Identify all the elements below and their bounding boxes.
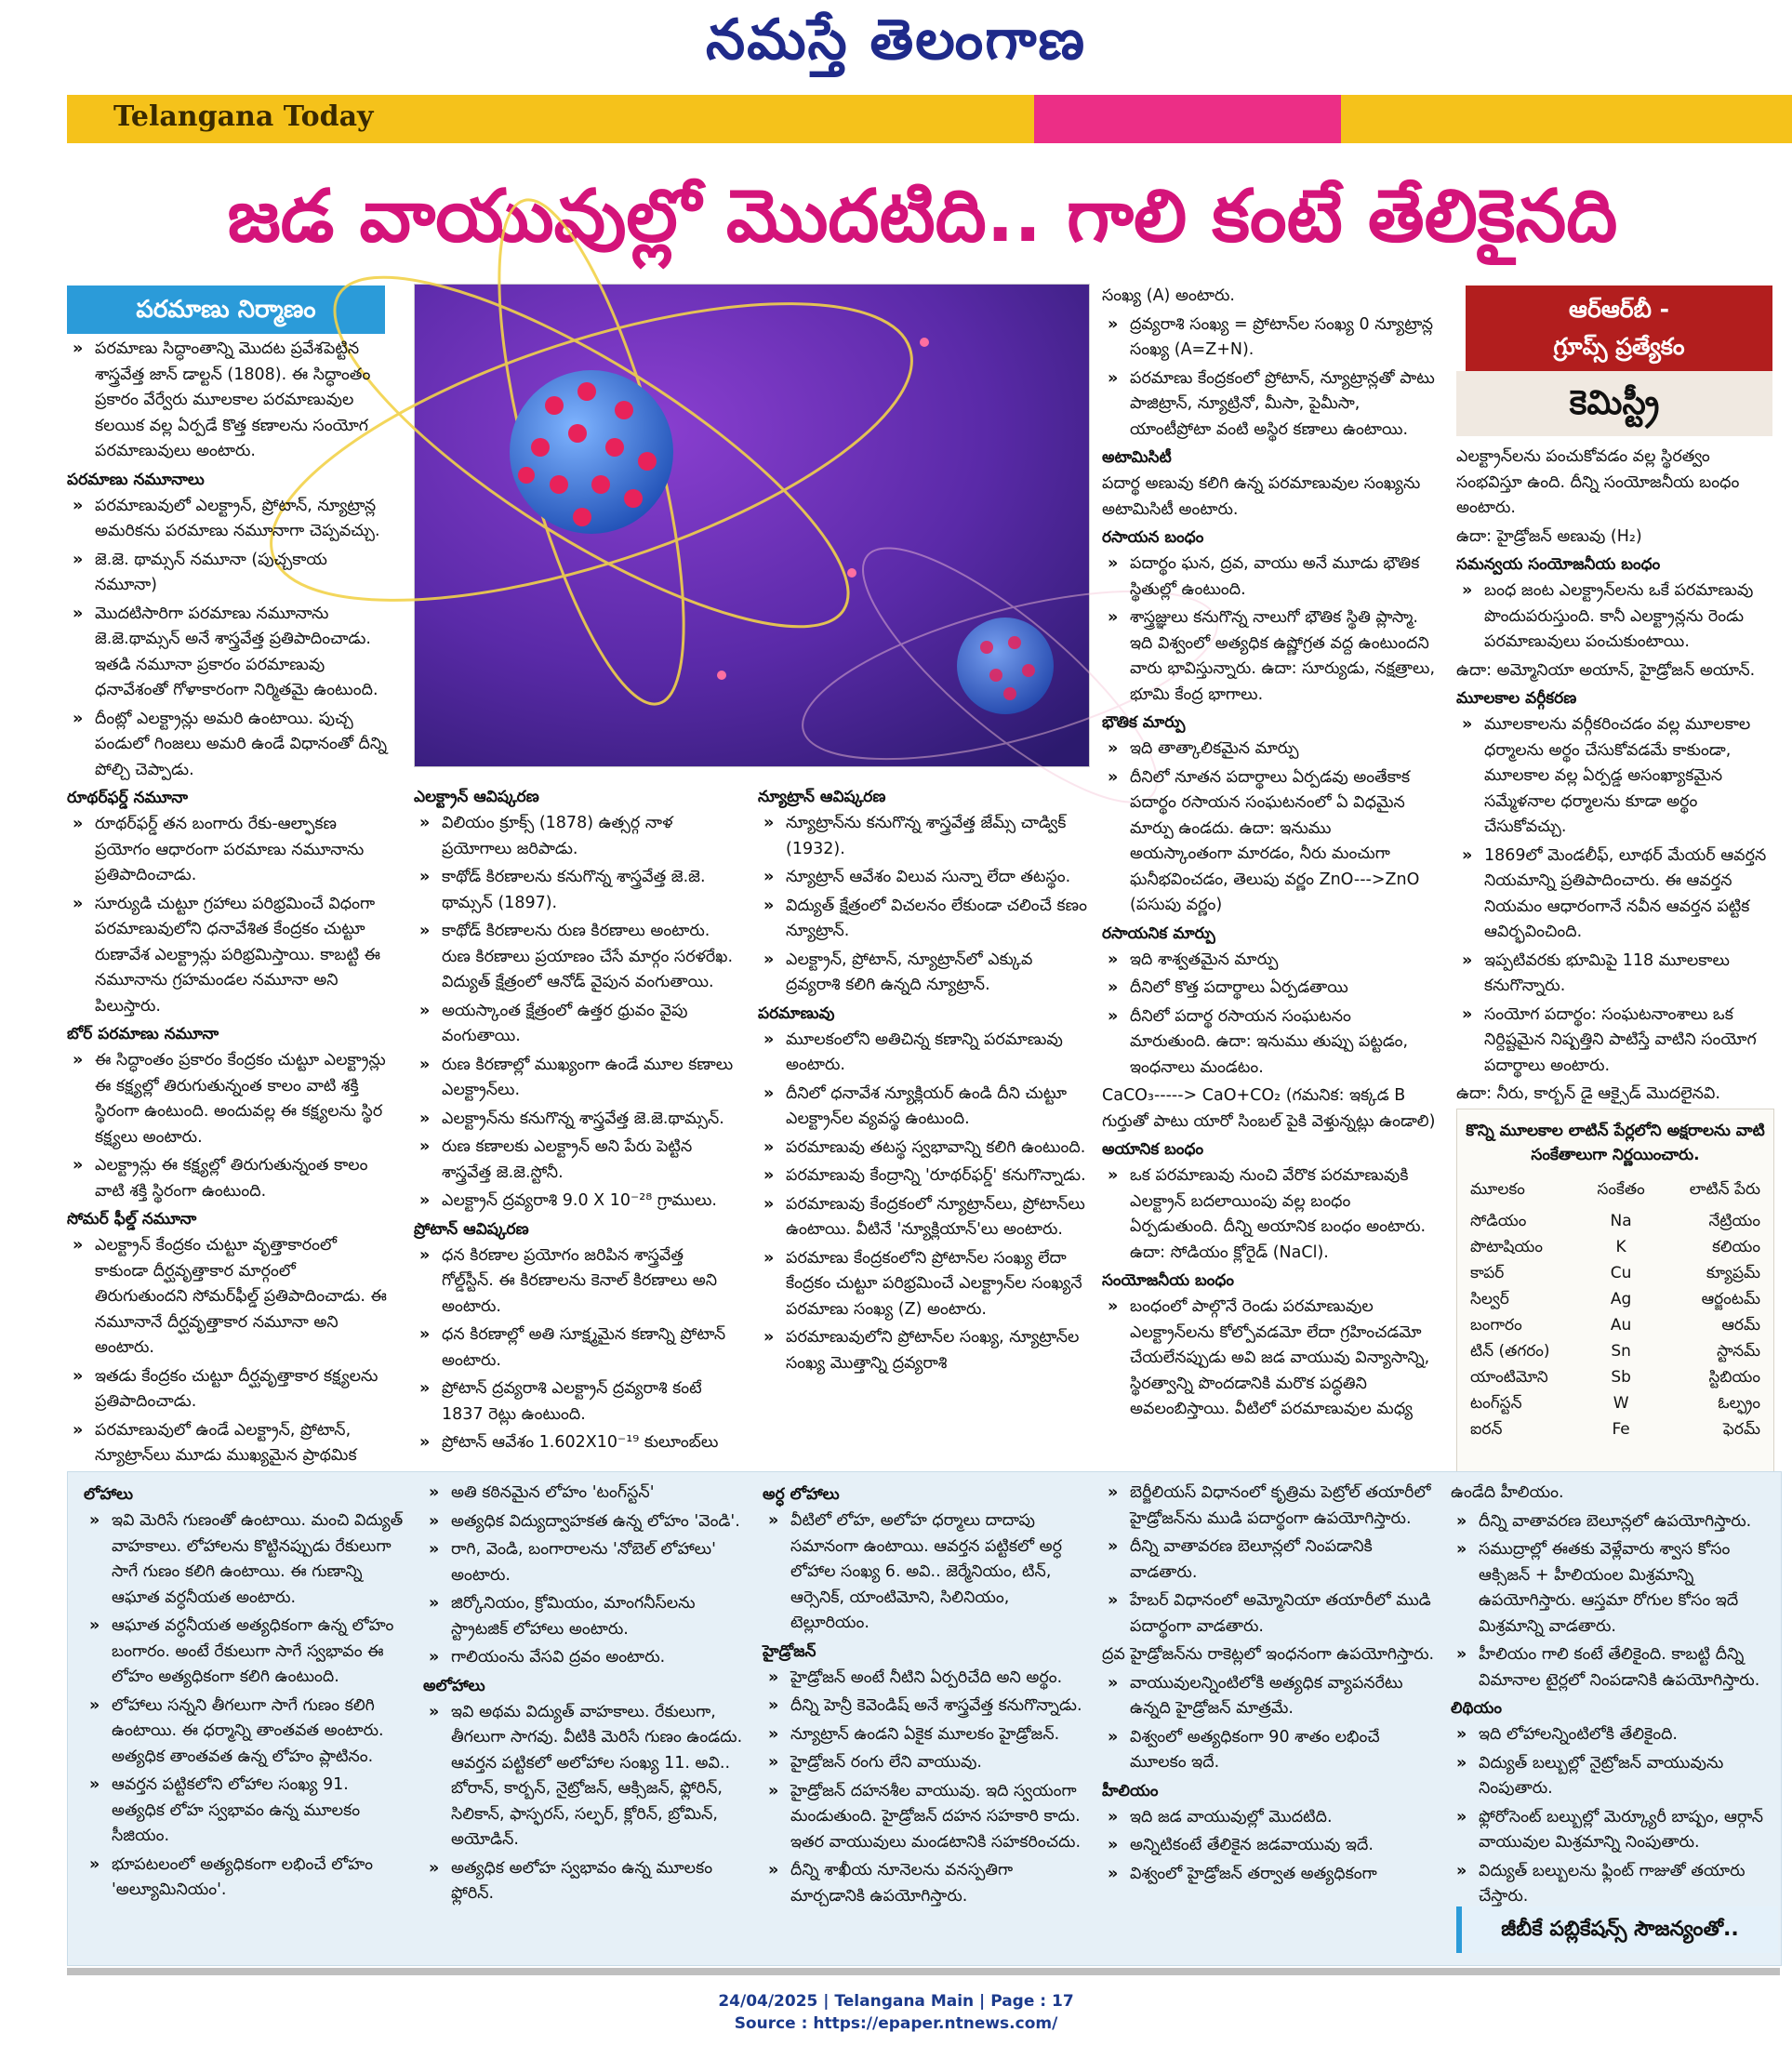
column-header: సంకేతం bbox=[1597, 1180, 1645, 1199]
rrb-line2: గ్రూప్స్ ప్రత్యేకం bbox=[1553, 333, 1685, 360]
bullet-item: » దీన్ని శాఖీయ నూనెలను వనస్పతిగా మార్చడానికి ఉపయోగిస్తారు. bbox=[763, 1858, 1083, 1909]
table-row bbox=[1457, 1208, 1773, 1234]
subheading: అయానిక బంధం bbox=[1102, 1140, 1204, 1159]
bullet-item: » జిర్కోనియం, క్రోమియం, మాంగనీస్‌లను స్ట్రాటజిక్ లోహాలు అంటారు. bbox=[423, 1591, 744, 1642]
column-classification bbox=[1456, 445, 1774, 1105]
bullet-item: » ఇది శాశ్వతమైన మార్పు bbox=[1102, 948, 1437, 974]
bullet-item: » రాగి, వెండి, బంగారాలను 'నోబెల్ లోహాలు' అంటారు. bbox=[423, 1537, 744, 1588]
bullet-item: » వాయువులన్నింటిలోకి అత్యధిక వ్యాపనరేటు ఉన్నది హైడ్రోజన్ మాత్రమే. bbox=[1102, 1671, 1437, 1722]
footer-source-line: Source : https://epaper.ntnews.com/ bbox=[734, 2014, 1058, 2033]
paragraph: ఎలక్ట్రాన్‌లను పంచుకోవడం వల్ల స్థిరత్వం సంభవిస్తూ ఉంది. దీన్ని సంయోజనీయ బంధం అంటారు. bbox=[1456, 447, 1740, 517]
bullet-item: » ఇది జడ వాయువుల్లో మొదటిది. bbox=[1102, 1805, 1437, 1831]
latin-names-title: కొన్ని మూలకాల లాటిన్ పేర్లలోని అక్షరాలను వాటి సంకేతాలుగా నిర్ణయించారు. bbox=[1466, 1122, 1765, 1164]
bullet-item: » ద్రవ్యరాశి సంఖ్య = ప్రోటాన్‌ల సంఖ్య 0 న్యూట్రాన్ల సంఖ్య (A=Z+N). bbox=[1102, 312, 1437, 364]
paragraph: ద్రవ హైడ్రోజన్‌ను రాకెట్లలో ఇంధనంగా ఉపయోగిస్తారు. bbox=[1102, 1645, 1435, 1664]
table-row bbox=[1457, 1260, 1773, 1286]
column-header: లాటిన్ పేరు bbox=[1689, 1180, 1760, 1199]
table-cell: పొటాషియం bbox=[1470, 1238, 1543, 1256]
bullet-item: » విశ్వంలో హైడ్రోజన్ తర్వాత అత్యధికంగా bbox=[1102, 1862, 1437, 1888]
subheading: హైడ్రోజన్ bbox=[763, 1641, 816, 1661]
atom-image bbox=[415, 285, 1089, 766]
column-neutron-atom bbox=[758, 783, 1090, 1469]
column-electron-proton bbox=[414, 783, 737, 1469]
subheading: పరమాణువు bbox=[758, 1003, 835, 1023]
bullet-item: » పరమాణు సిద్ధాంతాన్ని మొదట ప్రవేశపెట్టిన శాస్త్రవేత్త జాన్ డాల్టన్ (1808). ఈ సిద్ధాంతం ప్రకారం వేర్వేరు మూలకాల పరమాణువుల కలయిక వల్ల ఏర్పడే కొత్త కణాలను సంయోగ పరమాణువులు అంటారు. bbox=[67, 337, 389, 465]
column-structure bbox=[67, 337, 389, 1469]
table-cell: Na bbox=[1610, 1212, 1632, 1230]
footer bbox=[0, 1990, 1792, 2035]
bullet-item: » ఫ్లోరోసెంట్ బల్బుల్లో మెర్క్యూరీ బాష్పం, ఆర్గాన్ వాయువుల మిశ్రమాన్ని నింపుతారు. bbox=[1451, 1805, 1772, 1856]
bullet-item: » విద్యుత్ క్షేత్రంలో విచలనం లేకుండా చలించే కణం న్యూట్రాన్. bbox=[758, 894, 1090, 945]
bullet-item: » గాలియంను వేసవి ద్రవం అంటారు. bbox=[423, 1645, 744, 1671]
table-cell: ఫెరమ్ bbox=[1722, 1420, 1760, 1439]
table-row bbox=[1457, 1286, 1773, 1312]
paragraph: ఉండేది హీలియం. bbox=[1451, 1483, 1564, 1502]
bullet-item: » ఇది తాత్కాలికమైన మార్పు bbox=[1102, 737, 1437, 763]
bullet-item: » ప్రోటాన్ ఆవేశం 1.602X10⁻¹⁹ కులూంబ్‌లు bbox=[414, 1430, 737, 1456]
bullet-item: » కాథోడ్ కిరణాలను రుణ కిరణాలు అంటారు. రుణ కిరణాలు ప్రయాణం చేసే మార్గం సరళరేఖ. విద్యుత్ క్షేత్రంలో ఆనోడ్ వైపున వంగుతాయి. bbox=[414, 919, 737, 996]
bullet-item: » దీనిలో కొత్త పదార్థాలు ఏర్పడతాయి bbox=[1102, 976, 1437, 1002]
table-row bbox=[1457, 1390, 1773, 1416]
table-cell: Au bbox=[1610, 1316, 1632, 1335]
banner-accent bbox=[1034, 95, 1341, 143]
rrb-line1: ఆర్‌ఆర్‌బీ - bbox=[1569, 296, 1669, 323]
table-cell: Ag bbox=[1610, 1290, 1632, 1308]
headline: జడ వాయువుల్లో మొదటిది.. గాలి కంటే తేలికైనది bbox=[227, 175, 1618, 259]
section-title: పరమాణు నిర్మాణం bbox=[67, 286, 385, 334]
bullet-item: » అయస్కాంత క్షేత్రంలో ఉత్తర ధ్రువం వైపు వంగుతాయి. bbox=[414, 999, 737, 1050]
table-cell: K bbox=[1615, 1238, 1626, 1256]
table-cell: ఆరమ్ bbox=[1721, 1316, 1760, 1335]
table-row bbox=[1457, 1338, 1773, 1364]
subheading: అలోహాలు bbox=[423, 1676, 485, 1695]
bullet-item: » ఆఘాత వర్ధనీయత అత్యధికంగా ఉన్న లోహం బంగారం. అంటే రేకులుగా సాగే స్వభావం ఈ లోహం అత్యధికంగా కలిగి ఉంటుంది. bbox=[84, 1614, 405, 1691]
bullet-item: » దీనిలో నూతన పదార్థాలు ఏర్పడవు అంతేకాక పదార్థం రసాయన సంఘటనంలో ఏ విధమైన మార్పు ఉండదు. ఉదా: ఇనుము అయస్కాంతంగా మారడం, నీరు మంచుగా ఘనీభవించడం, తెలుపు వర్ణం ZnO--->ZnO (పసుపు వర్ణం) bbox=[1102, 765, 1437, 919]
bullet-item: » పదార్థం ఘన, ద్రవ, వాయు అనే మూడు భౌతిక స్థితుల్లో ఉంటుంది. bbox=[1102, 551, 1437, 603]
subheading: బోర్ పరమాణు నమూనా bbox=[67, 1025, 219, 1043]
latin-names-box bbox=[1456, 1109, 1774, 1475]
subheading: పరమాణు నమూనాలు bbox=[67, 470, 205, 489]
table-cell: కలియం bbox=[1712, 1238, 1760, 1256]
table-cell: స్టానమ్ bbox=[1717, 1342, 1760, 1361]
footer-date-line: 24/04/2025 | Telangana Main | Page : 17 bbox=[718, 1992, 1074, 2011]
bullet-item: » ఈ సిద్ధాంతం ప్రకారం కేంద్రకం చుట్టూ ఎలక్ట్రాన్లు ఈ కక్ష్యల్లో తిరుగుతున్నంత కాలం వాటి శక్తి స్థిరంగా ఉంటుంది. అందువల్ల ఈ కక్ష్యలను స్థిర కక్ష్యలు అంటారు. bbox=[67, 1048, 389, 1150]
table-header bbox=[1457, 1175, 1773, 1208]
bullet-item: » పరమాణువు తటస్థ స్వభావాన్ని కలిగి ఉంటుంది. bbox=[758, 1136, 1090, 1162]
bullet-item: » ఇవి మెరిసే గుణంతో ఉంటాయి. మంచి విద్యుత్ వాహకాలు. లోహాలను కొట్టినప్పుడు రేకులుగా సాగే గుణం కలిగి ఉంటాయి. ఈ గుణాన్ని ఆఘాత వర్ధనీయత అంటారు. bbox=[84, 1508, 405, 1611]
subheading: ఎలక్ట్రాన్ ఆవిష్కరణ bbox=[414, 788, 539, 806]
table-cell: ఐరన్ bbox=[1470, 1420, 1503, 1439]
bullet-item: » ఇది లోహాలన్నింటిలోకి తేలికైంది. bbox=[1451, 1722, 1772, 1748]
bullet-item: » మూలకాలను వర్గీకరించడం వల్ల మూలకాల ధర్మాలను అర్థం చేసుకోవడమే కాకుండా, మూలకాల వల్ల ఏర్పడ్డ అసంఖ్యాకమైన సమ్మేళనాల ధర్మాలను కూడా అర్థం చేసుకోవచ్చు. bbox=[1456, 712, 1774, 841]
subheading: లిథియం bbox=[1451, 1699, 1502, 1718]
bullet-item: » దీనిలో పదార్థ రసాయన సంఘటనం మారుతుంది. ఉదా: ఇనుము తుప్పు పట్టడం, ఇంధనాలు మండటం. bbox=[1102, 1004, 1437, 1082]
bullet-item: » విద్యుత్ బల్బులను ఫ్లింట్ గాజుతో తయారు చేస్తారు. bbox=[1451, 1859, 1772, 1910]
paragraph: CaCO₃-----> CaO+CO₂ (గమనిక: ఇక్కడ B గుర్తుతో పాటు యారో సింబల్ పైకి వెళ్తున్నట్లు ఉండాలి) bbox=[1102, 1086, 1436, 1131]
table-cell: టంగ్‌స్టన్ bbox=[1470, 1394, 1522, 1413]
bullet-item: » హైడ్రోజన్ అంటే నీటిని ఏర్పరిచేది అని అర్థం. bbox=[763, 1666, 1083, 1692]
subheading: సోమర్ ఫీల్డ్ నమూనా bbox=[67, 1210, 197, 1229]
bullet-item: » పరమాణువులో ఎలక్ట్రాన్, ప్రోటాన్, న్యూట్రాన్ల అమరికను పరమాణు నమూనాగా చెప్పవచ్చు. bbox=[67, 494, 389, 545]
bullet-item: » పరమాణువు కేంద్రాన్ని 'రూథర్‌ఫర్డ్' కనుగొన్నాడు. bbox=[758, 1163, 1090, 1189]
bullet-item: » లోహాలు సన్నని తీగలుగా సాగే గుణం కలిగి ఉంటాయి. ఈ ధర్మాన్ని తాంతవత అంటారు. అత్యధిక తాంతవత ఉన్న లోహం ప్లాటినం. bbox=[84, 1694, 405, 1771]
bullet-item: » సముద్రాల్లో ఈతకు వెళ్లేవారు శ్వాస కోసం ఆక్సిజన్ + హీలియంల మిశ్రమాన్ని ఉపయోగిస్తారు. ఆస్తమా రోగుల కోసం ఇదే మిశ్రమాన్ని వాడతారు. bbox=[1451, 1537, 1772, 1640]
table-cell: నేట్రియం bbox=[1708, 1212, 1760, 1230]
table-cell: టిన్ (తగరం) bbox=[1470, 1342, 1550, 1361]
bullet-item: » సంయోగ పదార్థం: సంఘటనాంశాలు ఒక నిర్దిష్టమైన నిష్పత్తిని పాటిస్తే వాటిని సంయోగ పదార్థాలు అంటారు. bbox=[1456, 1003, 1774, 1080]
table-cell: W bbox=[1613, 1394, 1629, 1413]
bullet-item: » రూథర్‌ఫర్డ్ తన బంగారు రేకు-ఆల్ఫాకణ ప్రయోగం ఆధారంగా పరమాణు నమూనాను ప్రతిపాదించాడు. bbox=[67, 812, 389, 889]
column-hydrogen-helium bbox=[1102, 1481, 1437, 1957]
bullet-item: » వీటిలో లోహ, అలోహ ధర్మాలు దాదాపు సమానంగా ఉంటాయి. ఆవర్తన పట్టికలో అర్ధ లోహాల సంఖ్య 6. అవి.. జెర్మేనియం, టిన్, ఆర్సెనిక్, యాంటిమోని, సిలినియం, టెల్లూరియం. bbox=[763, 1508, 1083, 1637]
paragraph: పదార్థ అణువు కలిగి ఉన్న పరమాణువుల సంఖ్యను అటామిసిటీ అంటారు. bbox=[1102, 474, 1421, 519]
bullet-item: » న్యూట్రాన్ ఉండని ఏకైక మూలకం హైడ్రోజన్. bbox=[763, 1722, 1083, 1748]
bullet-item: » మొదటిసారిగా పరమాణు నమూనాను జె.జె.థామ్సన్ అనే శాస్త్రవేత్త ప్రతిపాదించాడు. ఇతడి నమూనా ప్రకారం పరమాణువు ధనావేశంతో గోళాకారంగా నిర్మితమై ఉంటుంది. bbox=[67, 602, 389, 704]
bullet-item: » అత్యధిక విద్యుద్వాహకత ఉన్న లోహం 'వెండి'. bbox=[423, 1509, 744, 1535]
table-cell: సిల్వర్ bbox=[1470, 1290, 1509, 1308]
bullet-item: » పరమాణువులో ఉండే ఎలక్ట్రాన్, ప్రోటాన్, న్యూట్రాన్‌లు మూడు ముఖ్యమైన ప్రాథమిక bbox=[67, 1418, 389, 1495]
masthead: నమస్తే తెలంగాణ bbox=[705, 7, 1087, 73]
column-header: మూలకం bbox=[1470, 1180, 1525, 1199]
table-row bbox=[1457, 1312, 1773, 1338]
column-metals bbox=[84, 1481, 405, 1957]
bullet-item: » ఎలక్ట్రాన్‌ను కనుగొన్న శాస్త్రవేత్త జె.జె.థామ్సన్. bbox=[414, 1107, 737, 1133]
table-cell: బంగారం bbox=[1470, 1316, 1522, 1335]
bullet-item: » హైడ్రోజన్ దహనశీల వాయువు. ఇది స్వయంగా మండుతుంది. హైడ్రోజన్ దహన సహకారి కాదు. ఇతర వాయువులు మండటానికి సహకరించదు. bbox=[763, 1779, 1083, 1856]
bullet-item: » ఎలక్ట్రాన్ కేంద్రకం చుట్టూ వృత్తాకారంలో కాకుండా దీర్ఘవృత్తాకార మార్గంలో తిరుగుతుందని సోమర్‌ఫీల్డ్ ప్రతిపాదించాడు. ఈ నమూనానే దీర్ఘవృత్తాకార నమూనా అని అంటారు. bbox=[67, 1233, 389, 1362]
bullet-item: » విద్యుత్ బల్బుల్లో నైట్రోజన్ వాయువును నింపుతారు. bbox=[1451, 1751, 1772, 1802]
bullet-item: » ధన కిరణాల్లో అతి సూక్ష్మమైన కణాన్ని ప్రోటాన్ అంటారు. bbox=[414, 1322, 737, 1374]
table-row bbox=[1457, 1364, 1773, 1390]
table-cell: ఓల్ఫ్రం bbox=[1718, 1394, 1760, 1413]
paragraph: ఉదా: నీరు, కార్బన్ డై ఆక్సైడ్ మొదలైనవి. bbox=[1456, 1084, 1720, 1103]
subheading: అర్ధ లోహాలు bbox=[763, 1485, 840, 1504]
subheading: సంయోజనీయ బంధం bbox=[1102, 1271, 1235, 1290]
rrb-box bbox=[1466, 286, 1772, 371]
table-cell: Sb bbox=[1611, 1368, 1631, 1387]
bullet-item: » ధన కిరణాల ప్రయోగం జరిపిన శాస్త్రవేత్త గోల్డ్‌స్టీన్. ఈ కిరణాలను కెనాల్ కిరణాలు అని అంటారు. bbox=[414, 1243, 737, 1321]
bullet-item: » అత్యధిక అలోహ స్వభావం ఉన్న మూలకం ఫ్లోరిన్. bbox=[423, 1856, 744, 1907]
bullet-item: » భూపటలంలో అత్యధికంగా లభించే లోహం 'అల్యూమినియం'. bbox=[84, 1853, 405, 1904]
bullet-item: » అతి కఠినమైన లోహం 'టంగ్‌స్టన్' bbox=[423, 1481, 744, 1507]
column-bonds bbox=[1102, 284, 1437, 1469]
subheading: హీలియం bbox=[1102, 1781, 1159, 1800]
table-cell: కాపర్ bbox=[1470, 1264, 1505, 1282]
atom-illustration bbox=[414, 284, 1090, 767]
banner-title: Telangana Today bbox=[113, 100, 374, 133]
paragraph: ఉదా: అమ్మోనియా అయాన్, హైడ్రోజన్ అయాన్. bbox=[1456, 660, 1756, 680]
bullet-item: » పరమాణు కేంద్రకంలో ప్రోటాన్, న్యూట్రాన్లతో పాటు పాజిట్రాన్, న్యూట్రినో, మీసా, పైమీసా, యాంటీప్రోటా వంటి అస్థిర కణాలు ఉంటాయి. bbox=[1102, 366, 1437, 444]
bullet-item: » దీన్ని వాతావరణ బెలూన్లలో నింపడానికి వాడతారు. bbox=[1102, 1534, 1437, 1586]
bullet-item: » బెర్జీలియస్ విధానంలో కృత్రిమ పెట్రోల్ తయారీలో హైడ్రోజన్‌ను ముడి పదార్థంగా ఉపయోగిస్తారు. bbox=[1102, 1481, 1437, 1532]
column-metalloids-hydrogen bbox=[763, 1481, 1083, 1957]
top-banner bbox=[67, 95, 1792, 143]
subheading: రసాయనిక మార్పు bbox=[1102, 923, 1215, 943]
subheading: న్యూట్రాన్ ఆవిష్కరణ bbox=[758, 788, 886, 806]
bullet-item: » ఎలక్ట్రాన్లు ఈ కక్ష్యల్లో తిరుగుతున్నంత కాలం వాటి శక్తి స్థిరంగా ఉంటుంది. bbox=[67, 1153, 389, 1204]
table-row bbox=[1457, 1234, 1773, 1260]
latin-names-table bbox=[1457, 1175, 1773, 1442]
subheading: లోహాలు bbox=[84, 1485, 133, 1504]
paragraph: ఉదా: హైడ్రోజన్ అణువు (H₂) bbox=[1456, 526, 1642, 546]
bullet-item: » పరమాణు కేంద్రకంలోని ప్రోటాన్‌ల సంఖ్య లేదా కేంద్రకం చుట్టూ పరిభ్రమించే ఎలక్ట్రాన్‌ల సంఖ్యనే పరమాణు సంఖ్య (Z) అంటారు. bbox=[758, 1246, 1090, 1323]
bullet-item: » ఆవర్తన పట్టికలోని లోహాల సంఖ్య 91. అత్యధిక లోహ స్వభావం ఉన్న మూలకం సీజియం. bbox=[84, 1773, 405, 1850]
bullet-item: » హీలియం గాలి కంటే తేలికైంది. కాబట్టి దీన్ని విమానాల టైర్లలో నింపడానికి ఉపయోగిస్తారు. bbox=[1451, 1642, 1772, 1694]
table-cell: Sn bbox=[1611, 1342, 1631, 1361]
paragraph: సంఖ్య (A) అంటారు. bbox=[1102, 286, 1235, 305]
bullet-item: » ఇతడు కేంద్రకం చుట్టూ దీర్ఘవృత్తాకార కక్ష్యలను ప్రతిపాదించాడు. bbox=[67, 1364, 389, 1415]
bullet-item: » పరమాణువు కేంద్రకంలో న్యూట్రాన్‌లు, ప్రోటాన్‌లు ఉంటాయి. వీటినే 'న్యూక్లియాన్'లు అంటారు. bbox=[758, 1192, 1090, 1243]
bullet-item: » న్యూట్రాన్ ఆవేశం విలువ సున్నా లేదా తటస్థం. bbox=[758, 865, 1090, 891]
bullet-item: » దీన్ని వాతావరణ బెలూన్లలో ఉపయోగిస్తారు. bbox=[1451, 1509, 1772, 1535]
bullet-item: » మూలకంలోని అతిచిన్న కణాన్ని పరమాణువు అంటారు. bbox=[758, 1028, 1090, 1079]
bullet-item: » దీంట్లో ఎలక్ట్రాన్లు అమరి ఉంటాయి. పుచ్చ పండులో గింజలు అమరి ఉండే విధానంతో దీన్ని పోల్చి చెప్పాడు. bbox=[67, 707, 389, 784]
subject-label: కెమిస్ట్రీ bbox=[1456, 371, 1772, 436]
table-cell: Cu bbox=[1610, 1264, 1632, 1282]
credit-box: జీబీకే పబ్లికేషన్స్ సౌజన్యంతో.. bbox=[1456, 1906, 1778, 1953]
bullet-item: » ఎలక్ట్రాన్, ప్రోటాన్, న్యూట్రాన్‌లో ఎక్కువ ద్రవ్యరాశి కలిగి ఉన్నది న్యూట్రాన్. bbox=[758, 948, 1090, 999]
bullet-item: » విశ్వంలో అత్యధికంగా 90 శాతం లభించే మూలకం ఇదే. bbox=[1102, 1725, 1437, 1776]
bullet-item: » ఒక పరమాణువు నుంచి వేరొక పరమాణువుకి ఎలక్ట్రాన్ బదలాయింపు వల్ల బంధం ఏర్పడుతుంది. దీన్ని అయానిక బంధం అంటారు. ఉదా: సోడియం క్లోరైడ్ (NaCl). bbox=[1102, 1163, 1437, 1266]
column-nonmetals bbox=[423, 1481, 744, 1957]
bullet-item: » ఎలక్ట్రాన్ ద్రవ్యరాశి 9.0 X 10⁻²⁸ గ్రాములు. bbox=[414, 1189, 737, 1215]
table-cell: యాంటిమోని bbox=[1470, 1368, 1548, 1387]
bullet-item: » జె.జె. థామ్సన్ నమూనా (పుచ్చకాయ నమూనా) bbox=[67, 548, 389, 599]
subheading: రూథర్‌ఫర్డ్ నమూనా bbox=[67, 789, 189, 807]
bullet-item: » రుణ కిరణాల్లో ముఖ్యంగా ఉండే మూల కణాలు ఎలక్ట్రాన్‌లు. bbox=[414, 1053, 737, 1104]
bullet-item: » ఇప్పటివరకు భూమిపై 118 మూలకాలు కనుగొన్నారు. bbox=[1456, 949, 1774, 1000]
subheading: ప్రోటాన్ ఆవిష్కరణ bbox=[414, 1219, 529, 1239]
bullet-item: » శాస్త్రజ్ఞులు కనుగొన్న నాలుగో భౌతిక స్థితి ప్లాస్మా. ఇది విశ్వంలో అత్యధిక ఉష్ణోగ్రత వద్ద ఉంటుందని వారు భావిస్తున్నారు. ఉదా: సూర్యుడు, నక్షత్రాలు, భూమి కేంద్ర భాగాలు. bbox=[1102, 605, 1437, 708]
subheading: భౌతిక మార్పు bbox=[1102, 713, 1186, 732]
bottom-divider bbox=[67, 1968, 1780, 1975]
bullet-item: » హైడ్రోజన్ రంగు లేని వాయువు. bbox=[763, 1750, 1083, 1776]
bullet-item: » న్యూట్రాన్‌ను కనుగొన్న శాస్త్రవేత్త జేమ్స్ చాడ్విక్ (1932). bbox=[758, 811, 1090, 862]
subheading: మూలకాల వర్గీకరణ bbox=[1456, 689, 1577, 708]
bullet-item: » 1869లో మెండలీఫ్, లూథర్ మేయర్ ఆవర్తన నియమాన్ని ప్రతిపాదించారు. ఈ ఆవర్తన నియమం ఆధారంగానే నవీన ఆవర్తన పట్టిక ఆవిర్భవించింది. bbox=[1456, 844, 1774, 946]
bullet-item: » బంధంలో పాల్గొనే రెండు పరమాణువుల ఎలక్ట్రాన్‌లను కోల్పోవడమో లేదా గ్రహించడమో చేయలేనప్పుడు అవి జడ వాయువు విన్యాసాన్ని, స్థిరత్వాన్ని పొందడానికి మరొక పద్ధతిని అవలంబిస్తాయి. వీటిలో పరమాణువుల మధ్య bbox=[1102, 1295, 1437, 1423]
subheading: సమన్వయ సంయోజనీయ బంధం bbox=[1456, 555, 1661, 574]
table-cell: Fe bbox=[1612, 1420, 1630, 1439]
bullet-item: » విలియం క్రూక్స్ (1878) ఉత్సర్గ నాళ ప్రయోగాలు జరిపాడు. bbox=[414, 811, 737, 862]
bullet-item: » రుణ కణాలకు ఎలక్ట్రాన్ అని పేరు పెట్టిన శాస్త్రవేత్త జె.జె.స్టోనీ. bbox=[414, 1135, 737, 1186]
subheading: రసాయన బంధం bbox=[1102, 528, 1204, 547]
bullet-item: » బంధ జంట ఎలక్ట్రాన్‌లను ఒకే పరమాణువు పొందుపరుస్తుంది. కానీ ఎలక్ట్రాన్లను రెండు పరమాణువులు పంచుకుంటాయి. bbox=[1456, 578, 1774, 656]
subheading: అటామిసిటీ bbox=[1102, 448, 1172, 467]
table-row bbox=[1457, 1416, 1773, 1442]
bullet-item: » కాథోడ్ కిరణాలను కనుగొన్న శాస్త్రవేత్త జె.జె. థామ్సన్ (1897). bbox=[414, 865, 737, 916]
bullet-item: » ప్రోటాన్ ద్రవ్యరాశి ఎలక్ట్రాన్ ద్రవ్యరాశి కంటే 1837 రెట్లు ఉంటుంది. bbox=[414, 1376, 737, 1428]
bullet-item: » ఇవి అథమ విద్యుత్ వాహకాలు. రేకులుగా, తీగలుగా సాగవు. వీటికి మెరిసే గుణం ఉండదు. ఆవర్తన పట్టికలో అలోహాల సంఖ్య 11. అవి.. బోరాన్, కార్బన్, నైట్రోజన్, ఆక్సిజన్, ఫ్లోరిన్, సిలికాన్, ఫాస్ఫరస్, సల్ఫర్, క్లోరిన్, బ్రోమిన్, అయోడిన్. bbox=[423, 1700, 744, 1853]
bullet-item: » హేబర్ విధానంలో అమ్మోనియా తయారీలో ముడి పదార్థంగా వాడతారు. bbox=[1102, 1588, 1437, 1640]
bullet-item: » సూర్యుడి చుట్టూ గ్రహాలు పరిభ్రమించే విధంగా పరమాణువులోని ధనావేశిత కేంద్రకం చుట్టూ రుణావేశ ఎలక్ట్రాన్లు పరిభ్రమిస్తాయి. కాబట్టి ఈ నమూనాను గ్రహమండల నమూనా అని పిలుస్తారు. bbox=[67, 892, 389, 1020]
table-cell: ఆర్జంటమ్ bbox=[1701, 1290, 1760, 1308]
table-cell: క్యూప్రమ్ bbox=[1706, 1264, 1760, 1282]
column-helium-lithium bbox=[1451, 1481, 1772, 1906]
bullet-item: » పరమాణువులోని ప్రోటాన్‌ల సంఖ్య, న్యూట్రాన్‌ల సంఖ్య మొత్తాన్ని ద్రవ్యరాశి bbox=[758, 1325, 1090, 1376]
bullet-item: » దీనిలో ధనావేశ న్యూక్లియర్ ఉండి దీని చుట్టూ ఎలక్ట్రాన్‌ల వ్యవస్థ ఉంటుంది. bbox=[758, 1082, 1090, 1133]
table-cell: స్టిబియం bbox=[1708, 1368, 1760, 1387]
bullet-item: » దీన్ని హెన్రీ కెవెండిష్ అనే శాస్త్రవేత్త కనుగొన్నాడు. bbox=[763, 1694, 1083, 1720]
bullet-item: » అన్నిటికంటే తేలికైన జడవాయువు ఇదే. bbox=[1102, 1833, 1437, 1859]
table-cell: సోడియం bbox=[1470, 1212, 1527, 1230]
